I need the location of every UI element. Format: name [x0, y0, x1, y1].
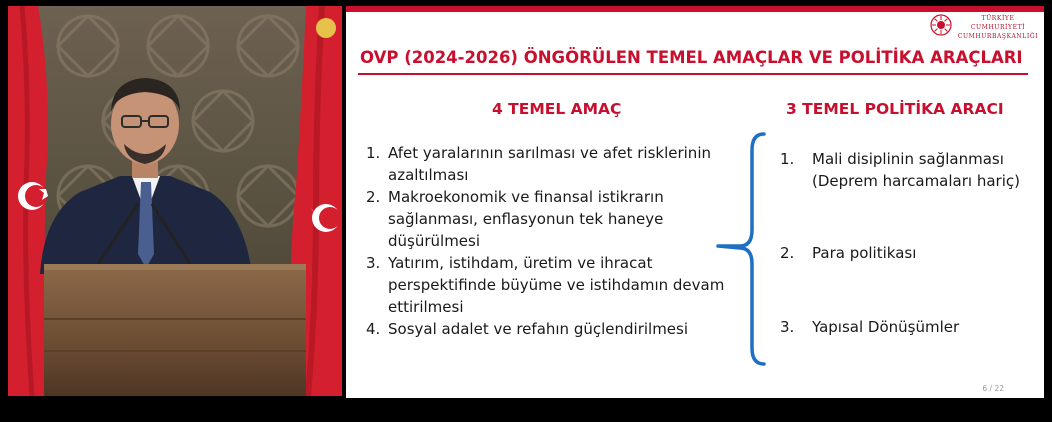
tool-text: Yapısal Dönüşümler: [812, 318, 960, 336]
organization-name: [956, 14, 1040, 41]
tool-item: [780, 316, 959, 338]
curly-brace-icon: [714, 130, 774, 370]
goal-text: Makroekonomik ve finansal istikrarın sağlanması, enflasyonun tek haneye düşürülmesi: [388, 188, 664, 250]
org-line-1: TÜRKİYE CUMHURİYETİ: [970, 15, 1026, 31]
tool-text-line-2: (Deprem harcamaları hariç): [812, 172, 1020, 190]
tool-number: 3.: [780, 318, 795, 336]
tool-item: [780, 242, 916, 264]
goal-item: [366, 142, 736, 186]
goal-number: 3.: [366, 254, 381, 272]
title-underline: [358, 73, 1028, 75]
goal-item: [366, 186, 736, 252]
tools-heading: 3 TEMEL POLİTİKA ARACI: [786, 100, 1004, 118]
tool-item: [780, 148, 1020, 192]
tool-number: 2.: [780, 244, 795, 262]
goals-list: [366, 142, 736, 340]
goal-number: 4.: [366, 320, 381, 338]
goal-text: Sosyal adalet ve refahın güçlendirilmesi: [388, 320, 689, 338]
podium: [44, 264, 306, 396]
speaker-figure: [30, 64, 260, 274]
org-line-2: CUMHURBAŞKANLIĞI: [957, 33, 1039, 40]
page-indicator: 6 / 22: [982, 384, 1004, 393]
tool-text: Para politikası: [812, 244, 917, 262]
goal-item: [366, 318, 736, 340]
goal-number: 2.: [366, 188, 381, 206]
goal-text: Yatırım, istihdam, üretim ve ihracat perspektifinde büyüme ve istihdamın devam ettirilmesi: [388, 254, 725, 316]
goal-item: [366, 252, 736, 318]
goals-heading: 4 TEMEL AMAÇ: [492, 100, 622, 118]
goal-number: 1.: [366, 144, 381, 162]
goal-text: Afet yaralarının sarılması ve afet risklerinin azaltılması: [388, 144, 711, 184]
presentation-slide: [346, 6, 1044, 398]
tool-text: [812, 148, 1020, 192]
slide-top-bar: [346, 6, 1044, 12]
tool-number: 1.: [780, 150, 795, 168]
slide-title: OVP (2024-2026) ÖNGÖRÜLEN TEMEL AMAÇLAR VE POLİTİKA ARAÇLARI: [360, 48, 1023, 67]
tool-text-line-1: Mali disiplinin sağlanması: [812, 150, 1004, 168]
presidency-seal-icon: [930, 14, 952, 36]
camera-feed: [8, 6, 342, 396]
